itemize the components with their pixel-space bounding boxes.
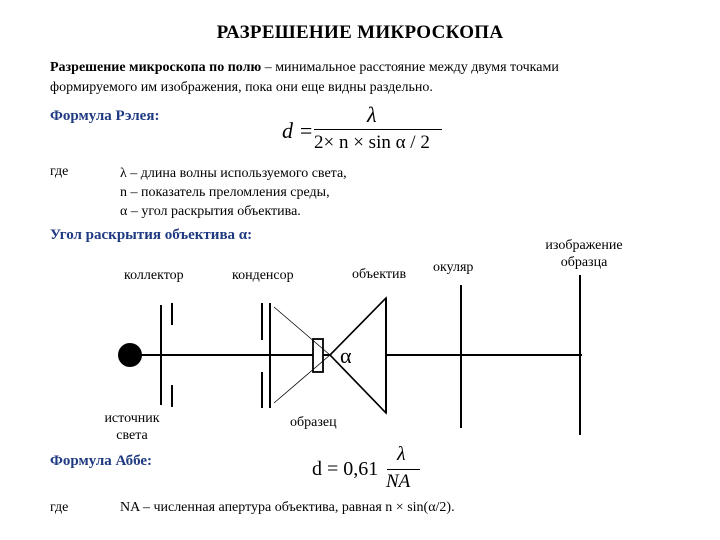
- where-item-alpha: α – угол раскрытия объектива.: [120, 204, 301, 219]
- sample-slide: [313, 339, 323, 372]
- abbe-formula: [312, 443, 432, 497]
- page-title: РАЗРЕШЕНИЕ МИКРОСКОПА: [216, 22, 504, 43]
- condenser-ray-bottom: [274, 355, 330, 403]
- rayleigh-denominator: 2× n × sin α / 2: [314, 132, 430, 153]
- label-source-line2: света: [116, 428, 148, 443]
- rayleigh-lhs: d =: [282, 118, 314, 143]
- light-source-dot: [118, 343, 142, 367]
- definition-text-line2: формируемого им изображения, пока они еще видны раздельно.: [50, 80, 433, 95]
- alpha-symbol: α: [340, 343, 352, 368]
- where2-label: где: [50, 500, 69, 515]
- label-objective: объектив: [352, 267, 407, 282]
- label-condenser: конденсор: [232, 268, 294, 283]
- label-collector: коллектор: [124, 268, 184, 283]
- abbe-numerator: λ: [397, 443, 406, 465]
- definition-term: Разрешение микроскопа по полю: [50, 60, 262, 75]
- aperture-heading: Угол раскрытия объектива α:: [50, 227, 253, 243]
- abbe-denominator: NA: [386, 471, 411, 492]
- abbe-heading: Формула Аббе:: [50, 453, 153, 469]
- label-eyepiece: окуляр: [433, 260, 474, 275]
- rayleigh-heading: Формула Рэлея:: [50, 108, 160, 124]
- objective-cone: [330, 298, 386, 413]
- label-image-line2: образца: [560, 255, 608, 270]
- where-label: где: [50, 164, 69, 179]
- rayleigh-numerator: λ: [367, 102, 377, 127]
- abbe-lhs: d = 0,61: [312, 458, 379, 480]
- where2-text: NA – численная апертура объектива, равная n × sin(α/2).: [120, 500, 455, 515]
- where-item-lambda: λ – длина волны используемого света,: [120, 166, 347, 181]
- definition-text-line1: – минимальное расстояние между двумя точками: [261, 60, 559, 75]
- label-source-line1: источник: [104, 411, 160, 426]
- abbe-fraction-bar: [387, 469, 420, 470]
- where-item-n: n – показатель преломления среды,: [120, 185, 330, 200]
- label-sample: образец: [290, 415, 337, 430]
- label-image-line1: изображение: [545, 238, 623, 253]
- condenser-ray-top: [274, 307, 330, 355]
